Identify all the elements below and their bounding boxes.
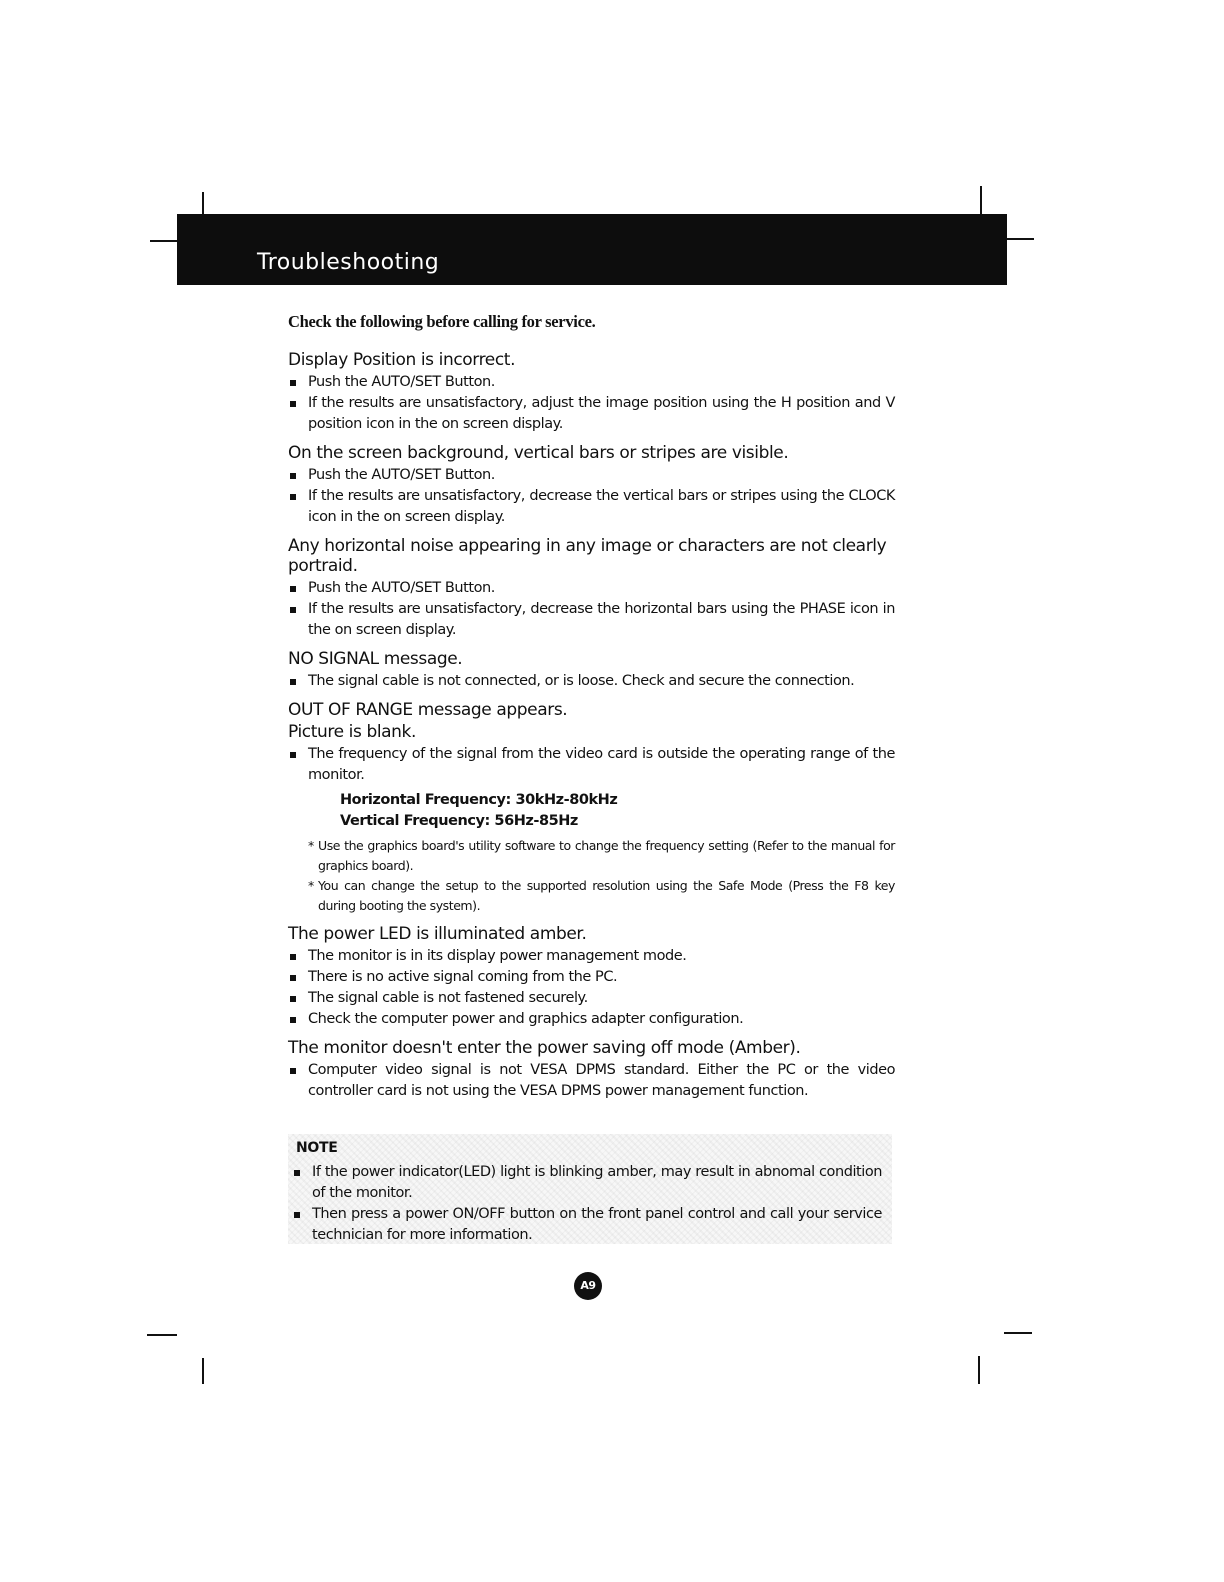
list-item: If the results are unsatisfactory, decrease the horizontal bars using the PHASE icon in the on screen display. (288, 599, 895, 641)
list-item: There is no active signal coming from the PC. (288, 967, 895, 988)
vertical-frequency: Vertical Frequency: 56Hz-85Hz (340, 813, 578, 829)
footnote-marker: * (308, 838, 314, 853)
list-item: If the results are unsatisfactory, decrease the vertical bars or stripes using the CLOCK icon in the on screen display. (288, 486, 895, 528)
section-title: NO SIGNAL message. (288, 649, 463, 669)
section-subtitle: Picture is blank. (288, 722, 417, 742)
section-banner (177, 214, 1007, 285)
crop-mark-bottom-right-vertical (978, 1356, 980, 1384)
section-no-signal (288, 649, 895, 692)
section-power-led-amber (288, 924, 895, 1030)
bullet-list (288, 372, 895, 435)
bullet-list (288, 946, 895, 1030)
list-item: Push the AUTO/SET Button. (288, 578, 895, 599)
footnote-text: You can change the setup to the supported resolution using the Safe Mode (Press the F8 key during booting the system). (318, 878, 895, 913)
section-power-saving (288, 1038, 895, 1102)
bullet-list (288, 744, 895, 786)
footnote-item (288, 876, 895, 916)
list-item: Computer video signal is not VESA DPMS standard. Either the PC or the video controller card is not using the VESA DPMS power management function. (288, 1060, 895, 1102)
list-item: The monitor is in its display power management mode. (288, 946, 895, 967)
note-title: NOTE (296, 1140, 338, 1156)
crop-mark-bottom-right-horizontal (1004, 1332, 1032, 1334)
section-out-of-range (288, 700, 895, 916)
list-item: The signal cable is not connected, or is loose. Check and secure the connection. (288, 671, 895, 692)
bullet-list (288, 671, 895, 692)
note-box (288, 1134, 892, 1244)
footnote-text: Use the graphics board's utility software to change the frequency setting (Refer to the manual for graphics board). (318, 838, 895, 873)
list-item: The frequency of the signal from the video card is outside the operating range of the monitor. (288, 744, 895, 786)
footnote-marker: * (308, 878, 314, 893)
section-display-position (288, 350, 895, 435)
crop-mark-bottom-left-horizontal (147, 1334, 177, 1336)
troubleshooting-content (288, 312, 895, 1110)
note-item: Then press a power ON/OFF button on the front panel control and call your service technician for more information. (292, 1204, 882, 1246)
section-title: The monitor doesn't enter the power saving off mode (Amber). (288, 1038, 801, 1058)
crop-mark-top-right-vertical (980, 186, 982, 216)
bullet-list (288, 1060, 895, 1102)
note-item: If the power indicator(LED) light is blinking amber, may result in abnomal condition of the monitor. (292, 1162, 882, 1204)
section-horizontal-noise (288, 536, 895, 641)
section-title: Any horizontal noise appearing in any image or characters are not clearly portraid. (288, 536, 887, 576)
crop-mark-top-left-horizontal (150, 240, 180, 242)
list-item: Push the AUTO/SET Button. (288, 372, 895, 393)
crop-mark-bottom-left-vertical (202, 1358, 204, 1384)
list-item: Check the computer power and graphics adapter configuration. (288, 1009, 895, 1030)
crop-mark-top-right-horizontal (1006, 238, 1034, 240)
list-item: Push the AUTO/SET Button. (288, 465, 895, 486)
section-vertical-bars (288, 443, 895, 528)
frequency-block (288, 790, 895, 832)
bullet-list (288, 578, 895, 641)
note-list (292, 1162, 882, 1246)
footnote-item (288, 836, 895, 876)
section-title: OUT OF RANGE message appears. (288, 700, 568, 720)
section-title: The power LED is illuminated amber. (288, 924, 587, 944)
horizontal-frequency: Horizontal Frequency: 30kHz-80kHz (340, 792, 618, 808)
intro-text: Check the following before calling for service. (288, 312, 596, 331)
bullet-list (288, 465, 895, 528)
page-number-badge: A9 (574, 1272, 602, 1300)
section-title: Display Position is incorrect. (288, 350, 516, 370)
page-title: Troubleshooting (257, 250, 440, 275)
list-item: If the results are unsatisfactory, adjust the image position using the H position and V position icon in the on screen display. (288, 393, 895, 435)
list-item: The signal cable is not fastened securely. (288, 988, 895, 1009)
section-title: On the screen background, vertical bars or stripes are visible. (288, 443, 789, 463)
